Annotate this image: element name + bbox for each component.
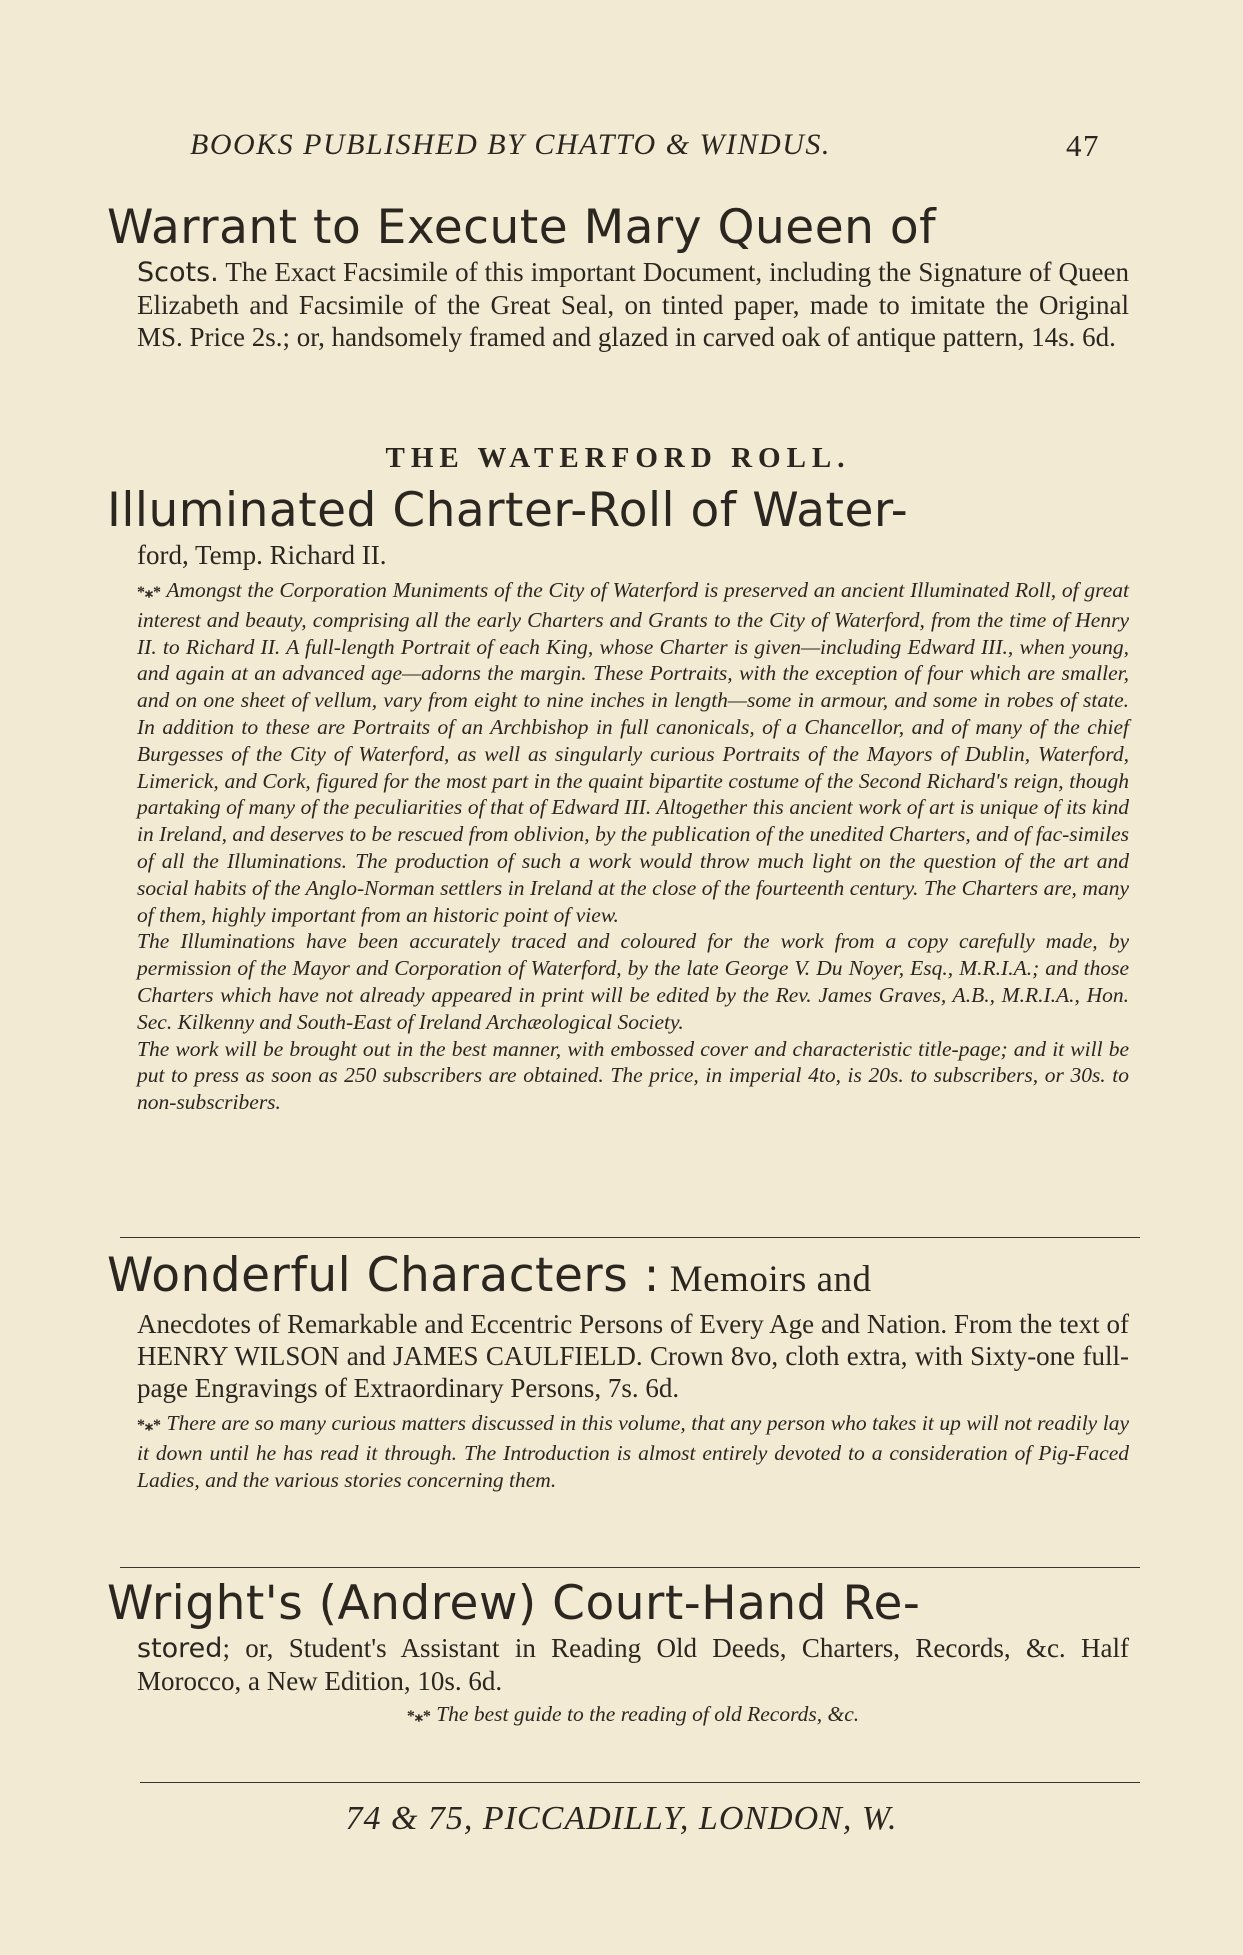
page-number: 47 — [1066, 128, 1100, 163]
entry-description: ; or, Student's Assistant in Reading Old Deeds, Charters, Records, &c. Half Morocco, a New Edition, 10s. 6d. — [137, 1633, 1129, 1696]
footer-rule — [140, 1782, 1140, 1783]
entry-body — [137, 256, 1129, 353]
entry-note — [137, 1410, 1129, 1493]
entry-heading-line — [107, 1248, 1129, 1308]
running-title: BOOKS PUBLISHED BY CHATTO & WINDUS. — [190, 128, 831, 161]
entry-note — [137, 1701, 1129, 1731]
entry-wright — [107, 1576, 1129, 1731]
note-paragraph-2: The Illuminations have been accurately traced and coloured for the work from a copy carefully made, by permission of the Mayor and Corporation of Waterford, by the late George V. Du Noyer, Esq., M.R.I.A.; and those Charters which have not already appeared in print will be edited by the Rev. James Graves, A.B., M.R.I.A., Hon. Sec. Kilkenny and South-East of Ireland Archæological Society. — [137, 929, 1129, 1034]
note-text: The best guide to the reading of old Records, &c. — [430, 1702, 860, 1726]
entry-heading: Wonderful Characters : — [107, 1248, 660, 1303]
note-text: There are so many curious matters discussed in this volume, that any person who takes it up will not readily lay it down until he has read it through. The Introduction is almost entirely devoted to a consideration of Pig-Faced Ladies, and the various stories concerning them. — [137, 1411, 1129, 1492]
entry-heading: Wright's (Andrew) Court-Hand Re- — [107, 1576, 921, 1631]
entry-description: The Exact Facsimile of this important Document, including the Signature of Queen Elizabeth and Facsimile of the Great Seal, on tinted paper, made to imitate the Original MS. Price 2s.; or, handsomely framed and glazed in carved oak of antique pattern, 14s. 6d. — [137, 257, 1129, 352]
entry-note — [137, 577, 1129, 928]
entry-heading-continuation: ford, Temp. Richard II. — [137, 540, 387, 570]
entry-heading-continuation: stored — [137, 1633, 223, 1664]
asterism: *⁎* — [137, 584, 161, 601]
asterism: *⁎* — [137, 1417, 161, 1434]
note-paragraph-3: The work will be brought out in the best manner, with embossed cover and characteristic title-page; and it will be put to press as soon as 250 subscribers are obtained. The price, in imperial 4to, is 20s. to subscribers, or 30s. to non-subscribers. — [137, 1036, 1129, 1115]
entry-wonderful-characters — [107, 1248, 1129, 1493]
entry-warrant — [107, 200, 1129, 353]
entry-waterford — [107, 442, 1129, 1116]
divider-rule — [120, 1237, 1140, 1238]
divider-rule — [120, 1567, 1140, 1568]
entry-heading: Illuminated Charter-Roll of Water- — [107, 483, 909, 538]
entry-heading-continuation: Scots. — [137, 257, 219, 288]
entry-heading: Warrant to Execute Mary Queen of — [107, 200, 937, 255]
entry-body — [137, 1632, 1129, 1697]
entry-heading-tail: Memoirs and — [659, 1259, 872, 1300]
footer-address: 74 & 75, PICCADILLY, LONDON, W. — [345, 1800, 898, 1837]
section-title: THE WATERFORD ROLL. — [385, 442, 851, 474]
entry-description: Anecdotes of Remarkable and Eccentric Persons of Every Age and Nation. From the text of HENRY WILSON and JAMES CAULFIELD. Crown 8vo, cloth extra, with Sixty-one full-page Engravings of Extraordinary Persons, 7s. 6d. — [137, 1309, 1129, 1403]
asterism: *⁎* — [406, 1708, 431, 1725]
note-paragraph-1: Amongst the Corporation Muniments of the City of Waterford is preserved an ancient Illuminated Roll, of great interest and beauty, comprising all the early Charters and Grants to the City of Waterford, from the time of Henry II. to Richard II. A full-length Portrait of each King, whose Charter is given—including Edward III., when young, and again at an advanced age—adorns the margin. These Portraits, with the exception of four which are smaller, and on one sheet of vellum, vary from eight to nine inches in length—some in armour, and some in robes of state. In addition to these are Portraits of an Archbishop in full canonicals, of a Chancellor, and of many of the chief Burgesses of the City of Waterford, as well as singularly curious Portraits of the Mayors of Dublin, Waterford, Limerick, and Cork, figured for the most part in the quaint bipartite costume of the Second Richard's reign, though partaking of many of the peculiarities of that of Edward III. Altogether this ancient work of art is unique of its kind in Ireland, and deserves to be rescued from oblivion, by the publication of the unedited Charters, and of fac-similes of all the Illuminations. The production of such a work would throw much light on the question of the art and social habits of the Anglo-Norman settlers in Ireland at the close of the fourteenth century. The Charters are, many of them, highly important from an historic point of view. — [137, 578, 1129, 927]
